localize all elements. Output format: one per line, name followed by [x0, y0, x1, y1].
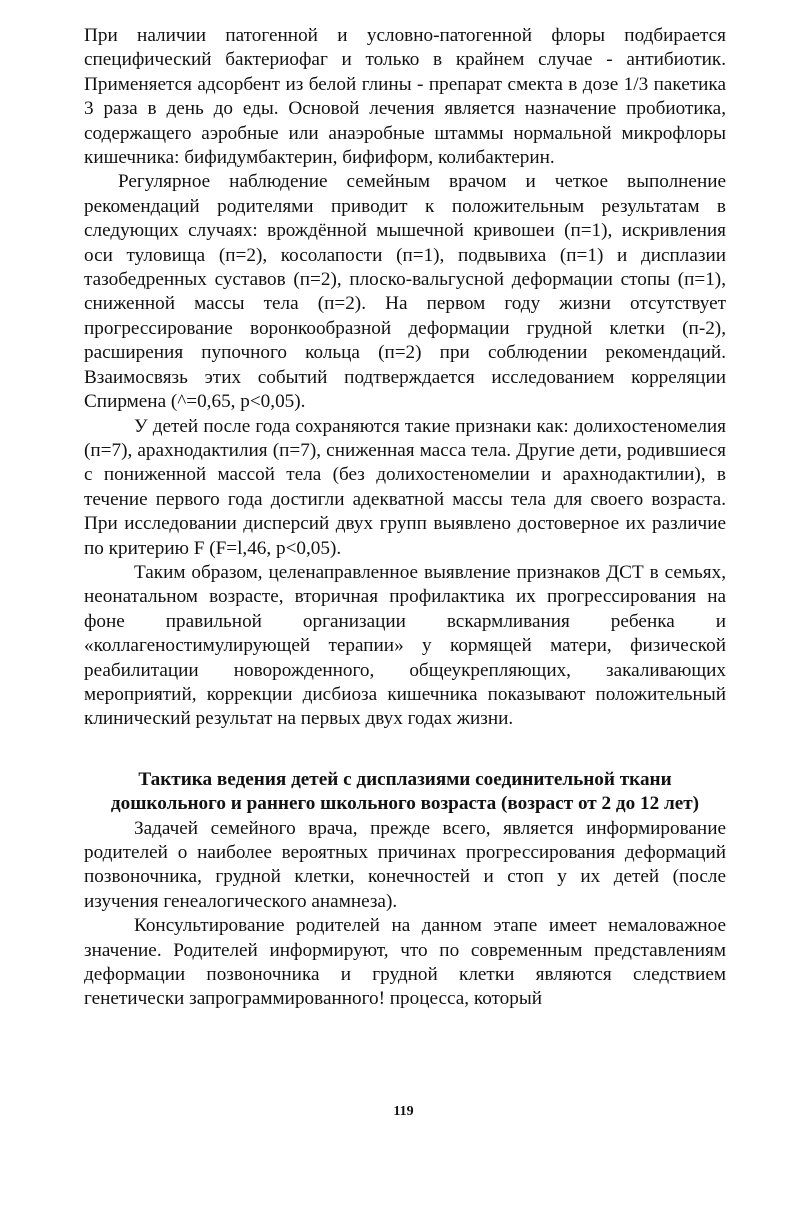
section-spacer: [84, 732, 726, 768]
paragraph-family-doctor-task: Задачей семейного врача, прежде всего, является информирование родителей о наиболее вероятных причинах прогрессирования деформаций позвоночника, грудной клетки, конечностей и стоп у их детей (после изучения генеалогического анамнеза).: [84, 817, 726, 912]
section-heading-line-2: дошкольного и раннего школьного возраста (возраст от 2 до 12 лет): [110, 793, 700, 815]
page-body: [84, 24, 726, 1012]
paragraph-parent-consulting: Консультирование родителей на данном этапе имеет немаловажное значение. Родителей информируют, что по современным представлениям деформации позвоночника и грудной клетки являются следствием генетически запрограммированного! процесса, который: [84, 915, 726, 1010]
paragraph-observation-results: Регулярное наблюдение семейным врачом и четкое выполнение рекомендаций родителями приводит к положительным результатам в следующих случаях: врождённой мышечной кривошеи (п=1), искривления оси туловища (п=2), косолапости (п=1), подвывиха (п=1) и дисплазии тазобедренных суставов (п=2), плоско-вальгусной деформации стопы (п=1), сниженной массы тела (п=2). На первом году жизни отсутствует прогрессирование воронкообразной деформации грудной клетки (п-2), расширения пупочного кольца (п=2) при соблюдении рекомендаций. Взаимосвязь этих событий подтверждается исследованием корреляции Спирмена (^=0,65, р<0,05).: [84, 171, 726, 413]
paragraph-treatment: При наличии патогенной и условно-патогенной флоры подбирается специфический бактериофаг и только в крайнем случае - антибиотик. Применяется адсорбент из белой глины - препарат смекта в дозе 1/3 пакетика 3 раза в день до еды. Основой лечения является назначение пробиотика, содержащего аэробные или анаэробные штаммы нормальной микрофлоры кишечника: бифидумбактерин, бифиформ, колибактерин.: [84, 25, 726, 169]
section-heading: [84, 768, 726, 817]
paragraph-conclusion: Таким образом, целенаправленное выявление признаков ДСТ в семьях, неонатальном возрасте, вторичная профилактика их прогрессирования на фоне правильной организации вскармливания ребенка и «коллагеностимулирующей терапии» у кормящей матери, физической реабилитации новорожденного, общеукрепляющих, закаливающих мероприятий, коррекции дисбиоза кишечника показывают положительный клинический результат на первых двух годах жизни.: [84, 561, 726, 730]
page-number: 119: [393, 1104, 414, 1119]
paragraph-after-one-year: У детей после года сохраняются такие признаки как: долихостеномелия (п=7), арахнодактилия (п=7), сниженная масса тела. Другие дети, родившиеся с пониженной массой тела (без долихостеномелии и арахнодактилии), в течение первого года достигли адекватной массы тела для своего возраста. При исследовании дисперсий двух групп выявлено достоверное их различие по критерию F (F=l,46, р<0,05).: [84, 415, 726, 559]
section-heading-line-1: Тактика ведения детей с дисплазиями соединительной ткани: [138, 768, 672, 790]
